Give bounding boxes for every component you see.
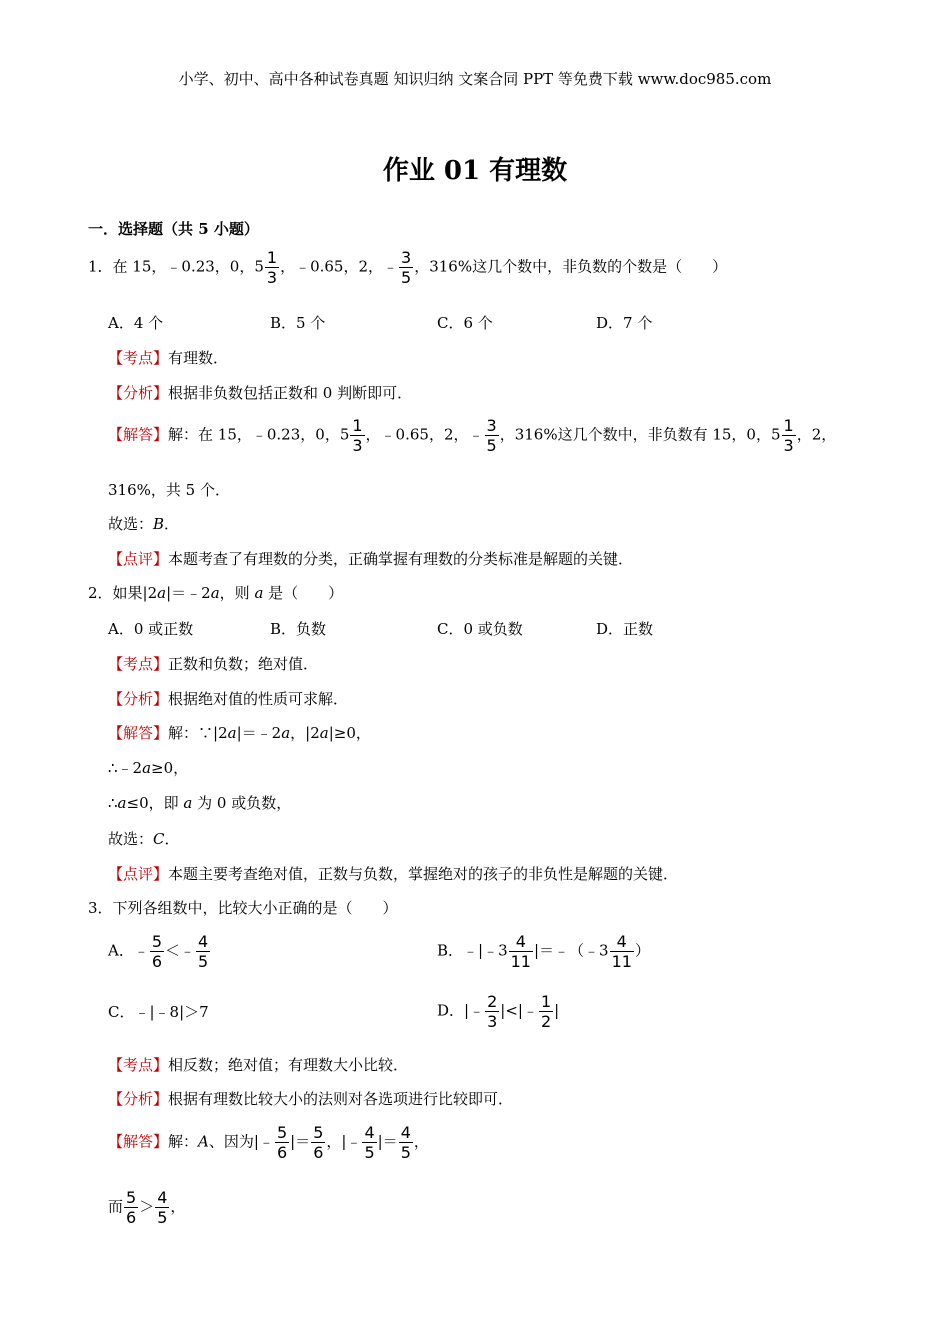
fraction: $\frac{5}{6}$ bbox=[126, 1188, 137, 1227]
q1-option-b: B．5 个 bbox=[270, 314, 326, 332]
q2-option-d: D．正数 bbox=[596, 620, 654, 638]
fraction: $\frac{4}{11}$ bbox=[611, 932, 632, 971]
q1-kaodian: 【考点】有理数． bbox=[108, 349, 229, 367]
fraction: $\frac{3}{5}$ bbox=[486, 416, 497, 455]
q3-fenxi: 【分析】根据有理数比较大小的法则对各选项进行比较即可． bbox=[108, 1090, 514, 1108]
fraction: $\frac{3}{5}$ bbox=[401, 248, 412, 287]
q3-jieda: 【解答】解：A、因为|﹣ $\frac{5}{6}$ |＝ $\frac{5}{6}$ ，|﹣ $\frac{4}{5}$ |＝ $\frac{4}{5}$ ， bbox=[108, 1123, 429, 1162]
q2-choose: 故选：C． bbox=[108, 830, 180, 848]
q1-jieda: 【解答】解：在 15，﹣0.23，0，5 $\frac{1}{3}$ ，﹣0.65，2，﹣ $\frac{3}{5}$ ，316%这几个数中，非负数有 15，0，5 $\frac{1}{3}$ ，2， bbox=[108, 416, 837, 455]
q3-stem: 3．下列各组数中，比较大小正确的是（ ） bbox=[88, 899, 398, 917]
q2-kaodian: 【考点】正数和负数；绝对值． bbox=[108, 655, 319, 673]
q3-option-c: C．﹣|﹣8|＞7 bbox=[108, 1003, 209, 1021]
q2-fenxi: 【分析】根据绝对值的性质可求解． bbox=[108, 690, 349, 708]
q3-option-d: D．|﹣ $\frac{2}{3}$ |<|﹣ $\frac{1}{2}$ | bbox=[437, 992, 560, 1031]
q1-choose: 故选：B． bbox=[108, 515, 180, 533]
q3-option-a: A．﹣ $\frac{5}{6}$ ＜﹣ $\frac{4}{5}$ bbox=[108, 932, 209, 971]
q1-option-a: A．4 个 bbox=[108, 314, 164, 332]
fraction: $\frac{4}{5}$ bbox=[364, 1123, 375, 1162]
q2-option-c: C．0 或负数 bbox=[437, 620, 523, 638]
page-title: 作业 01 有理数 bbox=[382, 156, 568, 186]
q2-jieda: 【解答】解：∵|2a|＝﹣2a，|2a|≥0， bbox=[108, 724, 371, 742]
q3-jieda-cont: 而 $\frac{5}{6}$ ＞ $\frac{4}{5}$ ， bbox=[108, 1188, 186, 1227]
section-heading: 一．选择题（共 5 小题） bbox=[88, 220, 259, 238]
q2-step-2: ∴a≤0，即 a 为 0 或负数， bbox=[108, 794, 292, 812]
q2-step-1: ∴﹣2a≥0， bbox=[108, 759, 189, 777]
fraction: $\frac{1}{3}$ bbox=[352, 416, 363, 455]
fraction: $\frac{4}{5}$ bbox=[400, 1123, 411, 1162]
fraction: $\frac{2}{3}$ bbox=[487, 992, 498, 1031]
fraction: $\frac{4}{5}$ bbox=[157, 1188, 168, 1227]
fraction: $\frac{4}{5}$ bbox=[198, 932, 209, 971]
fraction: $\frac{1}{3}$ bbox=[266, 248, 278, 287]
q1-stem: 1．在 15，﹣0.23，0，5 $\frac{1}{3}$ ，﹣0.65，2，﹣ $\frac{3}{5}$ ，316%这几个数中，非负数的个数是（ ） bbox=[88, 248, 728, 287]
fraction: $\frac{5}{6}$ bbox=[151, 932, 163, 971]
q1-dianping: 【点评】本题考查了有理数的分类，正确掌握有理数的分类标准是解题的关键． bbox=[108, 550, 634, 568]
q1-jieda-cont: 316%，共 5 个． bbox=[108, 481, 230, 499]
q3-option-b: B．﹣|﹣3 $\frac{4}{11}$ |＝﹣（﹣3 $\frac{4}{11}$ ） bbox=[437, 932, 650, 971]
q3-kaodian: 【考点】相反数；绝对值；有理数大小比较． bbox=[108, 1056, 409, 1074]
q1-option-d: D．7 个 bbox=[596, 314, 653, 332]
q2-stem: 2．如果|2a|＝﹣2a，则 a 是（ ） bbox=[88, 584, 344, 602]
fraction: $\frac{1}{3}$ bbox=[783, 416, 794, 455]
page-header: 小学、初中、高中各种试卷真题 知识归纳 文案合同 PPT 等免费下载 www.doc985.com bbox=[178, 70, 772, 88]
fraction: $\frac{1}{2}$ bbox=[540, 992, 552, 1031]
q1-option-c: C．6 个 bbox=[437, 314, 493, 332]
fraction: $\frac{4}{11}$ bbox=[510, 932, 531, 971]
q2-option-b: B．负数 bbox=[270, 620, 327, 638]
q2-dianping: 【点评】本题主要考查绝对值，正数与负数，掌握绝对的孩子的非负性是解题的关键． bbox=[108, 865, 679, 883]
fraction: $\frac{5}{6}$ bbox=[276, 1123, 288, 1162]
q1-fenxi: 【分析】根据非负数包括正数和 0 判断即可． bbox=[108, 384, 413, 402]
fraction: $\frac{5}{6}$ bbox=[313, 1123, 324, 1162]
q2-option-a: A．0 或正数 bbox=[108, 620, 194, 638]
